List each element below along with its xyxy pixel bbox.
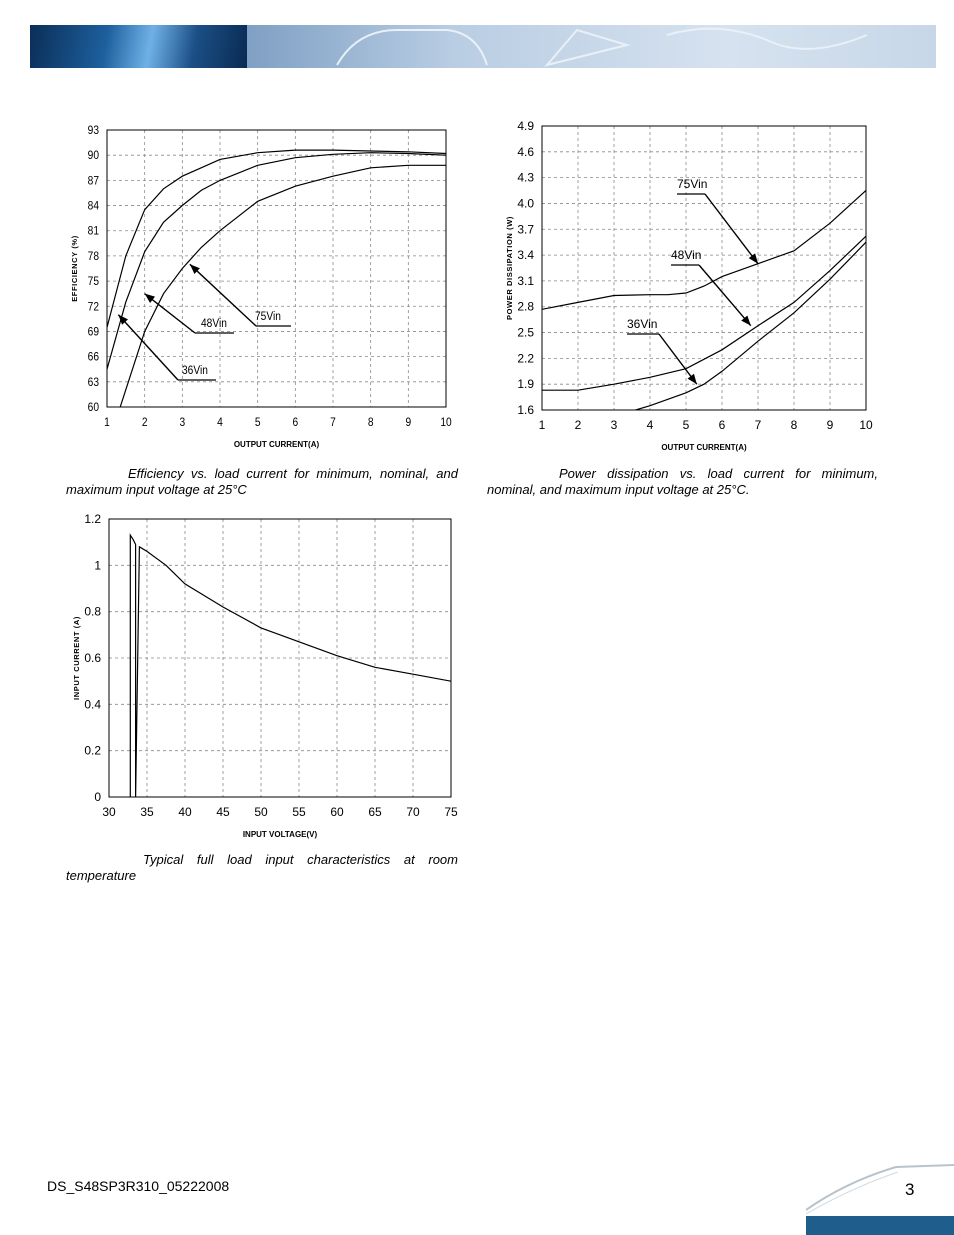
x-tick-label: 6 [718, 418, 726, 432]
plot-frame [542, 126, 866, 410]
x-tick-label: 8 [790, 418, 798, 432]
y-tick-label: 2.2 [517, 351, 534, 366]
x-axis-label: OUTPUT CURRENT(A) [661, 443, 747, 452]
y-tick-label: 0.6 [84, 651, 101, 665]
x-tick-label: 1 [538, 418, 546, 432]
y-axis-label: INPUT CURRENT (A) [72, 616, 81, 700]
efficiency-caption: Efficiency vs. load current for minimum, nominal, and maximum input voltage at 25°C [66, 466, 458, 497]
x-tick-label: 5 [682, 418, 690, 432]
x-tick-label: 35 [140, 805, 154, 819]
power-dissipation-caption: Power dissipation vs. load current for minimum, nominal, and maximum input voltage at 25°C. [487, 466, 878, 497]
y-tick-label: 4.3 [517, 170, 534, 185]
x-tick-label: 75 [444, 805, 458, 819]
y-tick-label: 3.4 [517, 248, 534, 263]
annotation-leader [699, 265, 751, 326]
annotation-arrowhead [145, 294, 155, 303]
x-tick-label: 30 [102, 805, 116, 819]
y-tick-label: 69 [87, 325, 99, 339]
x-tick-label: 7 [330, 416, 336, 430]
y-tick-label: 93 [87, 124, 99, 138]
series-line [542, 236, 866, 390]
y-tick-label: 2.8 [517, 299, 534, 314]
x-tick-label: 50 [254, 805, 268, 819]
x-tick-label: 9 [405, 416, 412, 430]
y-tick-label: 72 [87, 300, 99, 314]
y-tick-label: 87 [87, 174, 99, 188]
x-tick-label: 3 [610, 418, 618, 432]
y-axis-label: EFFICIENCY (%) [70, 235, 79, 302]
y-tick-label: 1.9 [517, 377, 534, 392]
power-dissipation-chart [486, 118, 886, 463]
y-tick-label: 1.6 [517, 403, 534, 417]
series-annotation-label: 75Vin [255, 310, 281, 324]
y-tick-label: 1.2 [84, 512, 101, 526]
x-tick-label: 60 [330, 805, 344, 819]
page-corner-graphic-icon [806, 1162, 954, 1235]
y-tick-label: 0.2 [84, 743, 101, 758]
x-tick-label: 10 [859, 418, 873, 432]
x-tick-label: 10 [440, 416, 452, 430]
annotation-arrowhead [749, 253, 758, 263]
series-annotation-label: 48Vin [671, 248, 702, 262]
x-tick-label: 2 [141, 416, 148, 430]
document-code: DS_S48SP3R310_05222008 [47, 1178, 230, 1194]
input-characteristics-caption: Typical full load input characteristics at room temperature [66, 852, 458, 883]
x-tick-label: 3 [179, 416, 186, 430]
x-tick-label: 4 [217, 416, 223, 430]
x-axis-label: OUTPUT CURRENT(A) [233, 440, 320, 449]
y-tick-label: 81 [87, 225, 99, 238]
y-tick-label: 3.7 [517, 222, 534, 237]
series-annotation-label: 36Vin [627, 317, 658, 331]
x-tick-label: 9 [826, 418, 834, 432]
x-axis-label: INPUT VOLTAGE(V) [242, 830, 318, 839]
x-tick-label: 1 [104, 416, 110, 430]
input-characteristics-chart [64, 508, 464, 852]
banner-strip [247, 25, 936, 68]
header-banner [30, 25, 936, 68]
annotation-leader [705, 194, 758, 264]
series-annotation-label: 75Vin [677, 177, 708, 191]
series-annotation-label: 36Vin [182, 364, 208, 378]
series-line [107, 150, 446, 327]
page-number: 3 [905, 1180, 915, 1199]
y-tick-label: 3.1 [517, 273, 534, 288]
series-line [130, 535, 451, 797]
y-tick-label: 90 [87, 149, 99, 163]
y-tick-label: 60 [87, 401, 99, 415]
y-tick-label: 78 [87, 250, 99, 264]
series-annotation-label: 48Vin [201, 317, 227, 331]
x-tick-label: 40 [178, 805, 192, 819]
y-tick-label: 2.5 [517, 325, 534, 340]
y-tick-label: 0.8 [84, 604, 101, 619]
y-tick-label: 84 [87, 199, 99, 213]
y-tick-label: 66 [87, 350, 99, 364]
x-tick-label: 70 [406, 805, 420, 819]
x-tick-label: 4 [646, 418, 654, 432]
efficiency-chart [64, 118, 464, 466]
x-tick-label: 5 [254, 416, 261, 430]
x-tick-label: 45 [216, 805, 230, 819]
y-tick-label: 4.6 [517, 144, 534, 159]
plot-frame [107, 130, 446, 407]
y-tick-label: 0 [94, 790, 101, 804]
x-tick-label: 55 [292, 805, 306, 819]
y-axis-label: POWER DISSIPATION (W) [505, 216, 514, 320]
y-tick-label: 1 [94, 558, 101, 573]
y-tick-label: 4.9 [517, 119, 534, 133]
x-tick-label: 7 [754, 418, 762, 432]
x-tick-label: 2 [574, 418, 582, 432]
x-tick-label: 6 [292, 416, 299, 430]
series-line [107, 153, 446, 370]
company-banner-graphic-icon [30, 25, 247, 68]
y-tick-label: 4.0 [517, 196, 534, 211]
series-line [636, 242, 866, 410]
annotation-arrowhead [688, 374, 697, 384]
y-tick-label: 63 [87, 376, 99, 390]
x-tick-label: 65 [368, 805, 382, 819]
y-tick-label: 0.4 [84, 697, 101, 712]
x-tick-label: 8 [367, 416, 374, 430]
y-tick-label: 75 [87, 275, 99, 289]
